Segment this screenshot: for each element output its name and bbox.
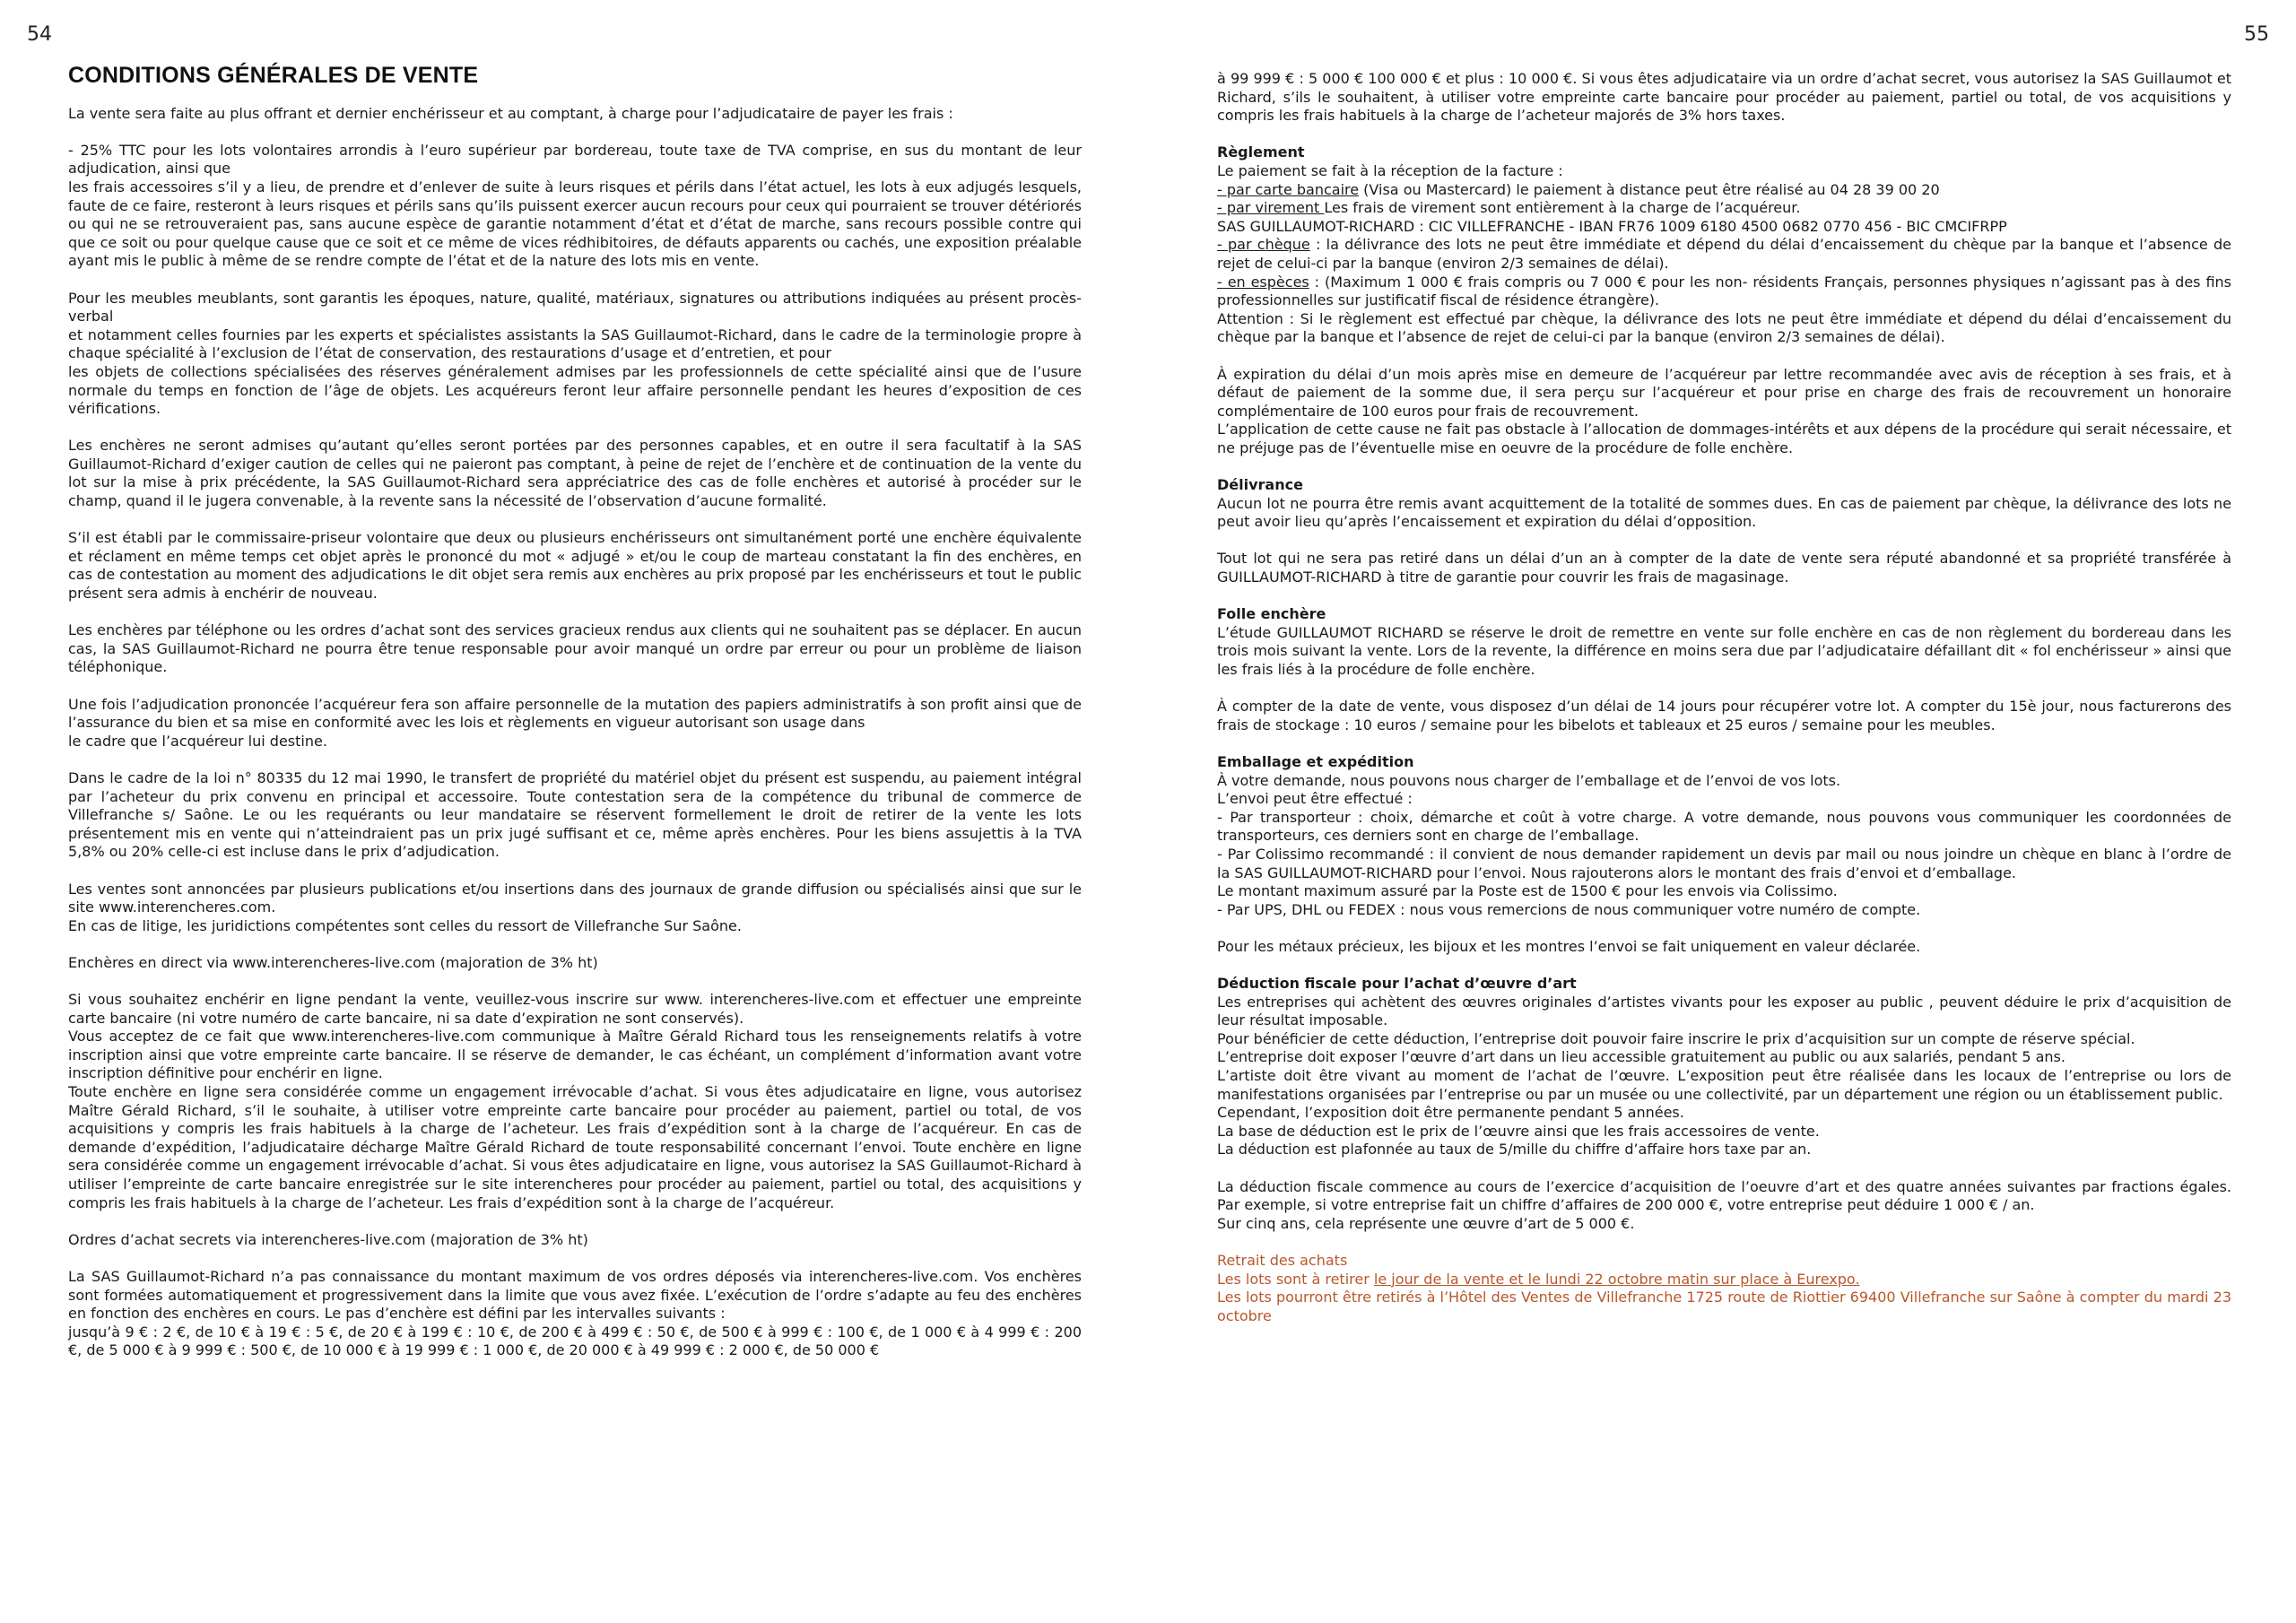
- emballage-text: À votre demande, nous pouvons nous charger de l’emballage et de l’envoi de vos lots. L’envoi peut être effectué : - Par transporteur : choix, démarche et coût à votre charge. A votre demande, nous pouvons vous communiquer les coordonnées de transporteurs, ces derniers sont en charge de l’emballage. - Par Colissimo recommandé : il convient de nous demander rapidement un devis par mail ou nous joindre un chèque en blanc à l’ordre de la SAS GUILLAUMOT-RICHARD pour l’envoi. Nous rajouterons alors le montant des frais d’envoi et d’emballage. Le montant maximum assuré par la Poste est de 1500 € pour les envois via Colissimo. - Par UPS, DHL ou FEDEX : nous vous remercions de nous communiquer votre numéro de compte.: [1217, 771, 2231, 918]
- retrait-line-1-text: Les lots sont à retirer: [1217, 1270, 1374, 1288]
- section-delivrance: [1217, 476, 2231, 532]
- reglement-transfer-text: Les frais de virement sont entièrement à la charge de l’acquéreur.: [1324, 199, 1801, 217]
- reglement-iban: SAS GUILLAUMOT-RICHARD : CIC VILLEFRANCHE - IBAN FR76 1009 6180 4500 0682 0770 456 - BIC CMCIFRPP: [1217, 217, 2007, 235]
- heading-emballage: Emballage et expédition: [1217, 752, 1414, 770]
- reglement-cash-label: - en espèces: [1217, 273, 1309, 291]
- folle-enchere-text: L’étude GUILLAUMOT RICHARD se réserve le droit de remettre en vente sur folle enchère en cas de non règlement du bordereau dans les trois mois suivant la vente. Lors de la revente, la différence en moins sera due par l’adjudicataire défaillant dit « fol enchérisseur » ainsi que les frais liés à la procédure de folle enchère.: [1217, 623, 2231, 678]
- heading-secret-orders: Ordres d’achat secrets via interencheres-live.com (majoration de 3% ht): [68, 1230, 588, 1248]
- reglement-card-text: (Visa ou Mastercard) le paiement à distance peut être réalisé au 04 28 39 00 20: [1359, 180, 1940, 198]
- reglement-transfer-label: - par virement: [1217, 199, 1325, 217]
- section-emballage: [1217, 753, 2231, 919]
- retrait-line-2: Les lots pourront être retirés à l’Hôtel des Ventes de Villefranche 1725 route de Riottier 69400 Villefranche sur Saône à compter du mardi 23 octobre: [1217, 1289, 2231, 1324]
- reglement-cheque: [1217, 236, 2231, 273]
- paragraph-phone-bids: Les enchères par téléphone ou les ordres d’achat sont des services gracieux rendus aux clients qui ne souhaitent pas se déplacer. En aucun cas, la SAS Guillaumot-Richard ne pourra être tenue responsable pour avoir manqué un ordre par erreur ou pour un problème de liaison téléphonique.: [68, 621, 1082, 676]
- left-column: [68, 63, 1082, 1379]
- heading-delivrance: Délivrance: [1217, 476, 1303, 494]
- paragraph-adjudication: Une fois l’adjudication prononcée l’acquéreur fera son affaire personnelle de la mutation des papiers administratifs à son profit ainsi que de l’assurance du bien et sa mise en conformité avec les lois et règlements en vigueur autorisant son usage dans le cadre que l’acquéreur lui destine.: [68, 695, 1082, 750]
- heading-deduction: Déduction fiscale pour l’achat d’œuvre d’art: [1217, 975, 1577, 993]
- paragraph-abandoned-lots: Tout lot qui ne sera pas retiré dans un délai d’un an à compter de la date de vente sera réputé abandonné et sa propriété transférée à GUILLAUMOT-RICHARD à titre de garantie pour couvrir les frais de magasinage.: [1217, 550, 2231, 586]
- paragraph-deduction-details: La déduction fiscale commence au cours de l’exercice d’acquisition de l’oeuvre d’art et des quatre années suivantes par fractions égales. Par exemple, si votre entreprise fait un chiffre d’affaires de 200 000 €, votre entreprise peut déduire 1 000 € / an. Sur cinq ans, cela représente une œuvre d’art de 5 000 €.: [1217, 1177, 2231, 1232]
- reglement-card: [1217, 181, 2231, 200]
- deduction-text: Les entreprises qui achètent des œuvres originales d’artistes vivants pour les exposer au public , peuvent déduire le prix d’acquisition de leur résultat imposable. Pour bénéficier de cette déduction, l’entreprise doit pouvoir faire inscrire le prix d’acquisition sur un compte de réserve spécial. L’entreprise doit exposer l’œuvre d’art dans un lieu accessible gratuitement au public ou aux salariés, pendant 5 ans. L’artiste doit être vivant au moment de l’achat de l’œuvre. L’exposition peut être réalisée dans les locaux de l’entreprise ou lors de manifestations organisées par l’entreprise ou par un musée ou une collectivité, par un département une région ou un établissement public. Cependant, l’exposition doit être permanente pendant 5 années. La base de déduction est le prix de l’œuvre ainsi que les frais accessoires de vente. La déduction est plafonnée au taux de 5/mille du chiffre d’affaire hors taxe par an.: [1217, 993, 2231, 1159]
- paragraph-recovery: À expiration du délai d’un mois après mise en demeure de l’acquéreur par lettre recommandée avec avis de réception à ses frais, et à défaut de paiement de la somme due, il sera perçu sur l’acquéreur et pour prise en charge des frais de recouvrement un honoraire complémentaire de 100 euros pour frais de recouvrement. L’application de cette cause ne fait pas obstacle à l’allocation de dommages-intérêts et aux dépens de la procédure qui serait nécessaire, et ne préjuge pas de l’éventuelle mise en oeuvre de la procédure de folle enchère.: [1217, 365, 2231, 456]
- page-number-left: 54: [27, 23, 52, 46]
- paragraph-storage: À compter de la date de vente, vous disposez d’un délai de 14 jours pour récupérer votre lot. A compter du 15è jour, nous facturerons des frais de stockage : 10 euros / semaine pour les bibelots et tableaux et 25 euros / semaine pour les meubles.: [1217, 698, 2231, 733]
- reglement-cash: [1217, 273, 2231, 310]
- paragraph-fees: - 25% TTC pour les lots volontaires arrondis à l’euro supérieur par bordereau, toute taxe de TVA comprise, en sus du montant de leur adjudication, ainsi que les frais accessoires s’il y a lieu, de prendre et d’enlever de suite à leurs risques et périls dans l’état actuel, les lots à eux adjugés lesquels, faute de ce faire, resteront à leurs risques et périls sans qu’ils puissent exercer aucun recours pour ceux qui pourraient se trouver détériorés ou qui ne se retrouveraient pas, sans aucune espèce de garantie notamment d’état et d’état de marche, sans recours possible contre qui que ce soit ou pour quelque cause que ce soit et ce même de vices rédhibitoires, de défauts apparents ou cachés, une exposition préalable ayant mis le public à même de se rendre compte de l’état et de la nature des lots mis en vente.: [68, 141, 1082, 270]
- delivrance-text: Aucun lot ne pourra être remis avant acquittement de la totalité de sommes dues. En cas de paiement par chèque, la délivrance des lots ne peut avoir lieu qu’après l’encaissement et expiration du délai d’opposition.: [1217, 494, 2231, 531]
- reglement-attention: Attention : Si le règlement est effectué par chèque, la délivrance des lots ne peut être immédiate et dépend du délai d’encaissement du chèque par la banque et l’absence de rejet de celui-ci par la banque (environ 2/3 semaines de délai).: [1217, 309, 2231, 346]
- paragraph-furniture: Pour les meubles meublants, sont garantis les époques, nature, qualité, matériaux, signatures ou attributions indiquées au présent procès-verbal et notamment celles fournies par les experts et spécialistes assistants la SAS Guillaumot-Richard, dans le cadre de la terminologie propre à chaque spécialité à l’exclusion de l’état de conservation, des restaurations d’usage et d’entretien, et pour les objets de collections spécialisées des réserves généralement admises par les professionnels de cette spécialité ainsi que de l’usure normale du temps en fonction de l’âge de objets. Les acquéreurs feront leur affaire personnelle pendant les heures d’exposition de ces vérifications.: [68, 289, 1082, 418]
- paragraph-live-bidding: Si vous souhaitez enchérir en ligne pendant la vente, veuillez-vous inscrire sur www. interencheres-live.com et effectuer une empreinte carte bancaire (ni votre numéro de carte bancaire, ni sa date d’expiration ne sont conservés). Vous acceptez de ce fait que www.interencheres-live.com communique à Maître Gérald Richard tous les renseignements relatifs à votre inscription ainsi que votre empreinte carte bancaire. Il se réserve de demander, le cas échéant, un complément d’information avant votre inscription définitive pour enchérir en ligne. Toute enchère en ligne sera considérée comme un engagement irrévocable d’achat. Si vous êtes adjudicataire en ligne, vous autorisez Maître Gérald Richard, s’il le souhaite, à utiliser votre empreinte carte bancaire pour procéder au paiement, partiel ou total, de vos acquisitions y compris les frais habituels à la charge de l’acheteur. Les frais d’expédition sont à la charge de l’acquéreur. En cas de demande d’expédition, l’adjudicataire décharge Maître Gérald Richard de toute responsabilité concernant l’envoi. Toute enchère en ligne sera considérée comme un engagement irrévocable d’achat. Si vous êtes adjudicataire en ligne, vous autorisez la SAS Guillaumot-Richard à utiliser l’empreinte de carte bancaire enregistrée sur le site interencheres pour procéder au paiement, partiel ou total, des acquisitions y compris les frais habituels à la charge de l’acheteur. Les frais d’expédition sont à la charge de l’acquéreur.: [68, 991, 1082, 1211]
- paragraph-intro: La vente sera faite au plus offrant et dernier enchérisseur et au comptant, à charge pour l’adjudicataire de payer les frais :: [68, 104, 953, 122]
- paragraph-bidders: Les enchères ne seront admises qu’autant qu’elles seront portées par des personnes capables, et en outre il sera facultatif à la SAS Guillaumot-Richard d’exiger caution de celles qui ne paieront pas comptant, à peine de rejet de l’enchère et de continuation de la vente du lot sur la mise à prix précédente, la SAS Guillaumot-Richard sera appréciatrice des cas de folle enchères et autorisé à procéder sur le champ, quand il le jugera convenable, à la revente sans la nécessité de l’observation d’aucune formalité.: [68, 437, 1082, 510]
- document-title: CONDITIONS GÉNÉRALES DE VENTE: [68, 63, 479, 88]
- paragraph-secret-orders: La SAS Guillaumot-Richard n’a pas connaissance du montant maximum de vos ordres déposés via interencheres-live.com. Vos enchères sont formées automatiquement et progressivement dans la limite que vous avez fixée. L’exécution de l’ordre s’adapte au feu des enchères en fonction des enchères en cours. Le pas d’enchère est défini par les intervalles suivants : jusqu’à 9 € : 2 €, de 10 € à 19 € : 5 €, de 20 € à 199 € : 10 €, de 200 € à 499 € : 50 €, de 500 € à 999 € : 100 €, de 1 000 € à 4 999 € : 200 €, de 5 000 € à 9 999 € : 500 €, de 10 000 € à 19 999 € : 1 000 €, de 20 000 € à 49 999 € : 2 000 €, de 50 000 €: [68, 1268, 1082, 1359]
- section-retrait: [1217, 1252, 2231, 1325]
- paragraph-publications: Les ventes sont annoncées par plusieurs publications et/ou insertions dans des journaux de grande diffusion ou spécialisés ainsi que sur le site www.interencheres.com. En cas de litige, les juridictions compétentes sont celles du ressort de Villefranche Sur Saône.: [68, 880, 1082, 934]
- paragraph-precious-metals: Pour les métaux précieux, les bijoux et les montres l’envoi se fait uniquement en valeur déclarée.: [1217, 937, 1921, 955]
- page-number-right: 55: [2244, 23, 2269, 46]
- retrait-date-link: le jour de la vente et le lundi 22 octobre matin sur place à Eurexpo.: [1373, 1270, 1860, 1288]
- reglement-cheque-label: - par chèque: [1217, 236, 1310, 254]
- section-deduction: [1217, 975, 2231, 1159]
- reglement-cheque-text: : la délivrance des lots ne peut être immédiate et dépend du délai d’encaissement du chèque par la banque et l’absence de rejet de celui-ci par la banque (environ 2/3 semaines de délai).: [1217, 236, 2231, 272]
- heading-retrait: Retrait des achats: [1217, 1252, 1348, 1269]
- paragraph-secret-orders-cont: à 99 999 € : 5 000 € 100 000 € et plus : 10 000 €. Si vous êtes adjudicataire via un ordre d’achat secret, vous autorisez la SAS Guillaumot et Richard, s’ils le souhaitent, à utiliser votre empreinte carte bancaire pour procéder au paiement, partiel ou total, de vos acquisitions y compris les frais habituels à la charge de l’acheteur majorés de 3% hors taxes.: [1217, 70, 2231, 125]
- retrait-line-1: [1217, 1271, 2231, 1289]
- reglement-card-label: - par carte bancaire: [1217, 180, 1360, 198]
- heading-folle-enchere: Folle enchère: [1217, 605, 1326, 623]
- section-reglement: [1217, 143, 2231, 347]
- heading-reglement: Règlement: [1217, 143, 1305, 161]
- right-column: [1217, 70, 2231, 1344]
- paragraph-law: Dans le cadre de la loi n° 80335 du 12 mai 1990, le transfert de propriété du matériel objet du présent est suspendu, au paiement intégral par l’acheteur du prix convenu en principal et accessoire. Toute contestation sera de la compétence du tribunal de commerce de Villefranche s/ Saône. Le ou les requérants ou leur mandataire se réservent formellement le droit de retirer de la vente les lots présentement mis en vente qui n’atteindraient pas un prix jugé suffisant et ce, même après enchères. Pour les biens assujettis à la TVA 5,8% ou 20% celle-ci est incluse dans le prix d’adjudication.: [68, 768, 1082, 861]
- reglement-cash-text: : (Maximum 1 000 € frais compris ou 7 000 € pour les non- résidents Français, personnes physiques n’agissant pas à des fins professionnelles sur justificatif fiscal de résidence étrangère).: [1217, 273, 2231, 309]
- heading-live-bidding: Enchères en direct via www.interencheres-live.com (majoration de 3% ht): [68, 953, 598, 971]
- reglement-transfer: [1217, 199, 2231, 218]
- paragraph-simultaneous-bids: S’il est établi par le commissaire-priseur volontaire que deux ou plusieurs enchérisseurs ont simultanément porté une enchère équivalente et réclament en même temps cet objet après le prononcé du mot « adjugé » et/ou le coup de marteau constatant la fin des enchères, en cas de contestation au moment des adjudications le dit objet sera remis aux enchères au prix proposé par les enchérisseurs et tout le public présent sera admis à enchérir de nouveau.: [68, 529, 1082, 603]
- reglement-intro: Le paiement se fait à la réception de la facture :: [1217, 161, 1563, 179]
- section-folle-enchere: [1217, 605, 2231, 679]
